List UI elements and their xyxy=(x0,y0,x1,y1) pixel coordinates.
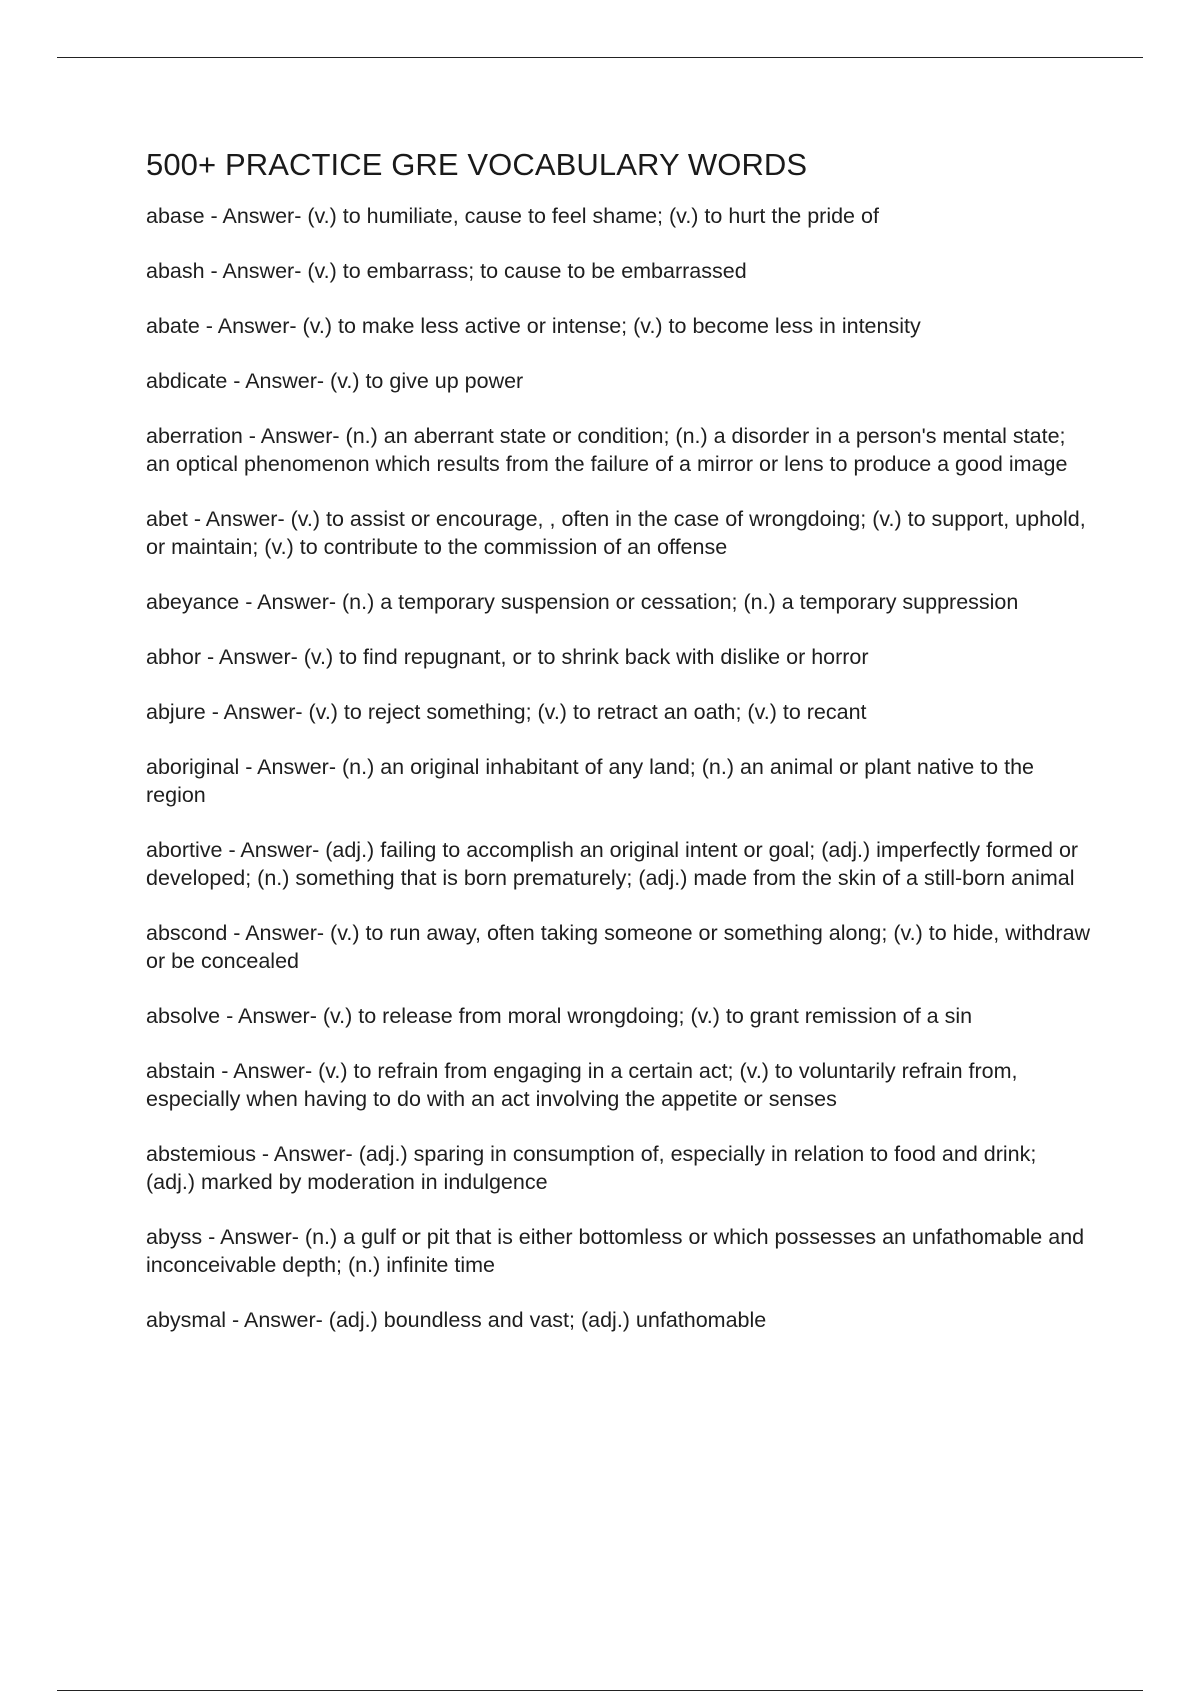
vocab-entry-abet: abet - Answer- (v.) to assist or encourage, , often in the case of wrongdoing; (v.) to support, uphold, or maintain; (v.) to contribute to the commission of an offense xyxy=(146,507,1086,559)
bottom-divider xyxy=(57,1690,1143,1691)
vocab-entry-abase: abase - Answer- (v.) to humiliate, cause to feel shame; (v.) to hurt the pride of xyxy=(146,204,879,228)
vocab-entry-aberration: aberration - Answer- (n.) an aberrant state or condition; (n.) a disorder in a person's mental state; an optical phenomenon which results from the failure of a mirror or lens to produce a good image xyxy=(146,424,1068,476)
document-body xyxy=(146,144,1091,1361)
vocab-entry-abjure: abjure - Answer- (v.) to reject something; (v.) to retract an oath; (v.) to recant xyxy=(146,700,867,724)
vocab-entry-aboriginal: aboriginal - Answer- (n.) an original inhabitant of any land; (n.) an animal or plant native to the region xyxy=(146,755,1034,807)
vocab-entry-abysmal: abysmal - Answer- (adj.) boundless and vast; (adj.) unfathomable xyxy=(146,1308,767,1332)
vocab-entry-abdicate: abdicate - Answer- (v.) to give up power xyxy=(146,369,524,393)
vocab-entry-abortive: abortive - Answer- (adj.) failing to accomplish an original intent or goal; (adj.) imperfectly formed or developed; (n.) something that is born prematurely; (adj.) made from the skin of a still-born animal xyxy=(146,838,1079,890)
vocab-entry-abeyance: abeyance - Answer- (n.) a temporary suspension or cessation; (n.) a temporary suppression xyxy=(146,590,1019,614)
vocab-entry-abate: abate - Answer- (v.) to make less active or intense; (v.) to become less in intensity xyxy=(146,314,921,338)
document-title: 500+ PRACTICE GRE VOCABULARY WORDS xyxy=(146,147,808,182)
vocab-entry-abhor: abhor - Answer- (v.) to find repugnant, or to shrink back with dislike or horror xyxy=(146,645,869,669)
vocab-entry-abstemious: abstemious - Answer- (adj.) sparing in consumption of, especially in relation to food and drink; (adj.) marked by moderation in indulgence xyxy=(146,1142,1037,1194)
vocabulary-list xyxy=(146,202,1091,1334)
vocab-entry-absolve: absolve - Answer- (v.) to release from moral wrongdoing; (v.) to grant remission of a sin xyxy=(146,1004,973,1028)
vocab-entry-abscond: abscond - Answer- (v.) to run away, often taking someone or something along; (v.) to hide, withdraw or be concealed xyxy=(146,921,1091,973)
vocab-entry-abstain: abstain - Answer- (v.) to refrain from engaging in a certain act; (v.) to voluntarily refrain from, especially when having to do with an act involving the appetite or senses xyxy=(146,1059,1018,1111)
vocab-entry-abash: abash - Answer- (v.) to embarrass; to cause to be embarrassed xyxy=(146,259,747,283)
top-divider xyxy=(57,57,1143,58)
vocab-entry-abyss: abyss - Answer- (n.) a gulf or pit that is either bottomless or which possesses an unfathomable and inconceivable depth; (n.) infinite time xyxy=(146,1225,1085,1277)
